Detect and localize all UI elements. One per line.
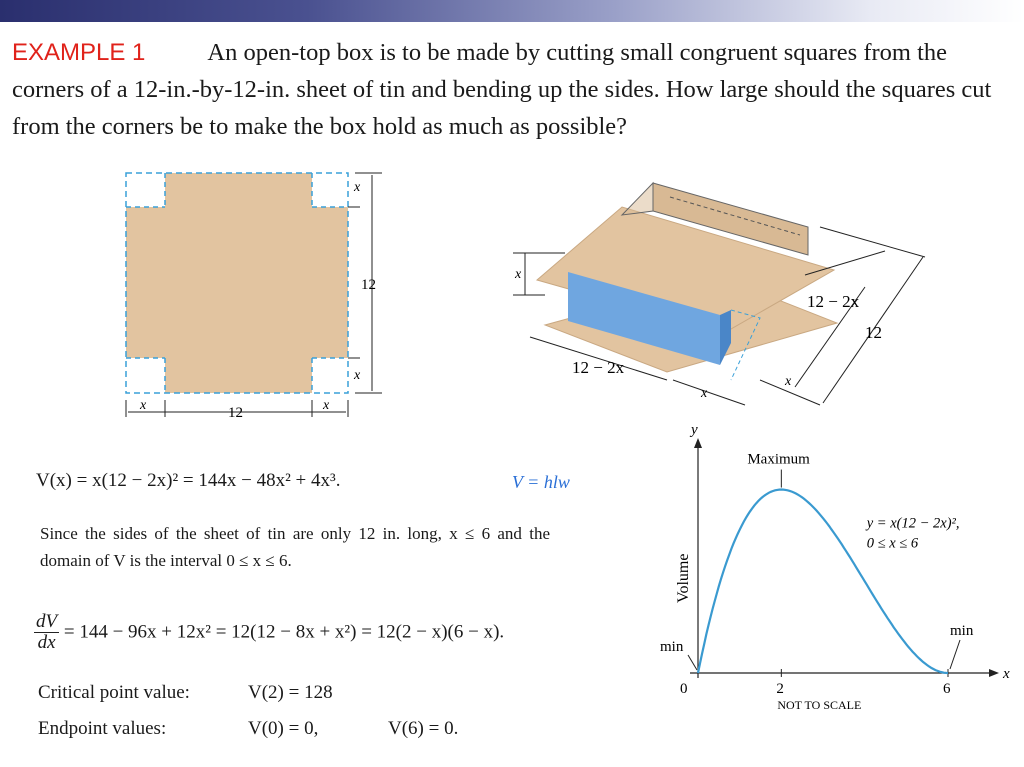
endpoints-label: Endpoint values: [38, 718, 167, 739]
sheet-shape [126, 173, 348, 393]
x-axis-letter: x [1003, 666, 1010, 682]
derivative-denominator: dx [37, 632, 56, 653]
right-x-bottom: x [354, 368, 361, 383]
box-depth-label: 12 − 2x [807, 292, 860, 311]
x-tick-label-6: 6 [943, 681, 951, 697]
volume-note: V = hlw [512, 472, 570, 492]
problem-statement [12, 34, 1012, 145]
critical-label: Critical point value: [38, 682, 190, 703]
box-x-bottom: x [701, 386, 708, 401]
min-left-leader [688, 655, 697, 670]
x-tick-label-0: 0 [680, 681, 688, 697]
domain-text: Since the sides of the sheet of tin are only 12 in. long, x ≤ 6 and the domain of V is the interval 0 ≤ x ≤ 6. [40, 524, 550, 570]
derivative-numerator: dV [36, 611, 58, 632]
title-bar-gradient [0, 0, 1024, 22]
box-x-right: x [785, 374, 792, 389]
right-12-label: 12 [361, 277, 376, 293]
right-x-top: x [354, 180, 361, 195]
volume-chart [655, 422, 1024, 730]
example-label: EXAMPLE 1 [12, 39, 146, 66]
y-axis-letter: y [691, 422, 698, 438]
box-height-x: x [515, 267, 522, 282]
not-to-scale-label: NOT TO SCALE [777, 698, 862, 712]
endpoint-value-6: V(6) = 0. [388, 718, 459, 739]
bottom-12-label: 12 [228, 405, 243, 421]
curve-legend-line1: y = x(12 − 2x)², [866, 515, 960, 532]
endpoint-value-0: V(0) = 0, [248, 718, 319, 739]
maximum-label: Maximum [747, 451, 810, 468]
min-right-leader [950, 640, 960, 669]
volume-equation-text: V(x) = x(12 − 2x)² = 144x − 48x² + 4x³. [36, 470, 341, 491]
box-front-label: 12 − 2x [572, 358, 625, 377]
x-axis-arrow [989, 669, 999, 677]
derivative-equation [34, 612, 504, 653]
box-figure [505, 175, 955, 415]
x-tick-label-2: 2 [776, 681, 784, 697]
derivative-rhs: = 144 − 96x + 12x² = 12(12 − 8x + x²) = 12(2 − x)(6 − x). [63, 621, 505, 643]
curve-legend-line2: 0 ≤ x ≤ 6 [866, 535, 919, 552]
sheet-figure [110, 165, 390, 435]
box-front-side [720, 310, 731, 365]
bottom-x-left: x [140, 398, 147, 413]
problem-text: An open-top box is to be made by cutting small congruent squares from the corners of a 12-in.-by-12-in. sheet of tin and bending up the sides. How large should the squares cut from the corners be to make the box hold as much as possible? [12, 39, 992, 140]
min-left-label: min [660, 639, 684, 655]
box-left-wall [622, 183, 653, 215]
chart-axes [690, 446, 991, 678]
bottom-x-right: x [323, 398, 330, 413]
y-axis-arrow [694, 438, 702, 448]
min-right-label: min [950, 623, 974, 639]
y-axis-label: Volume [675, 553, 692, 603]
box-12-label: 12 [865, 323, 882, 342]
volume-equation [36, 470, 340, 492]
critical-value: V(2) = 128 [248, 682, 333, 703]
